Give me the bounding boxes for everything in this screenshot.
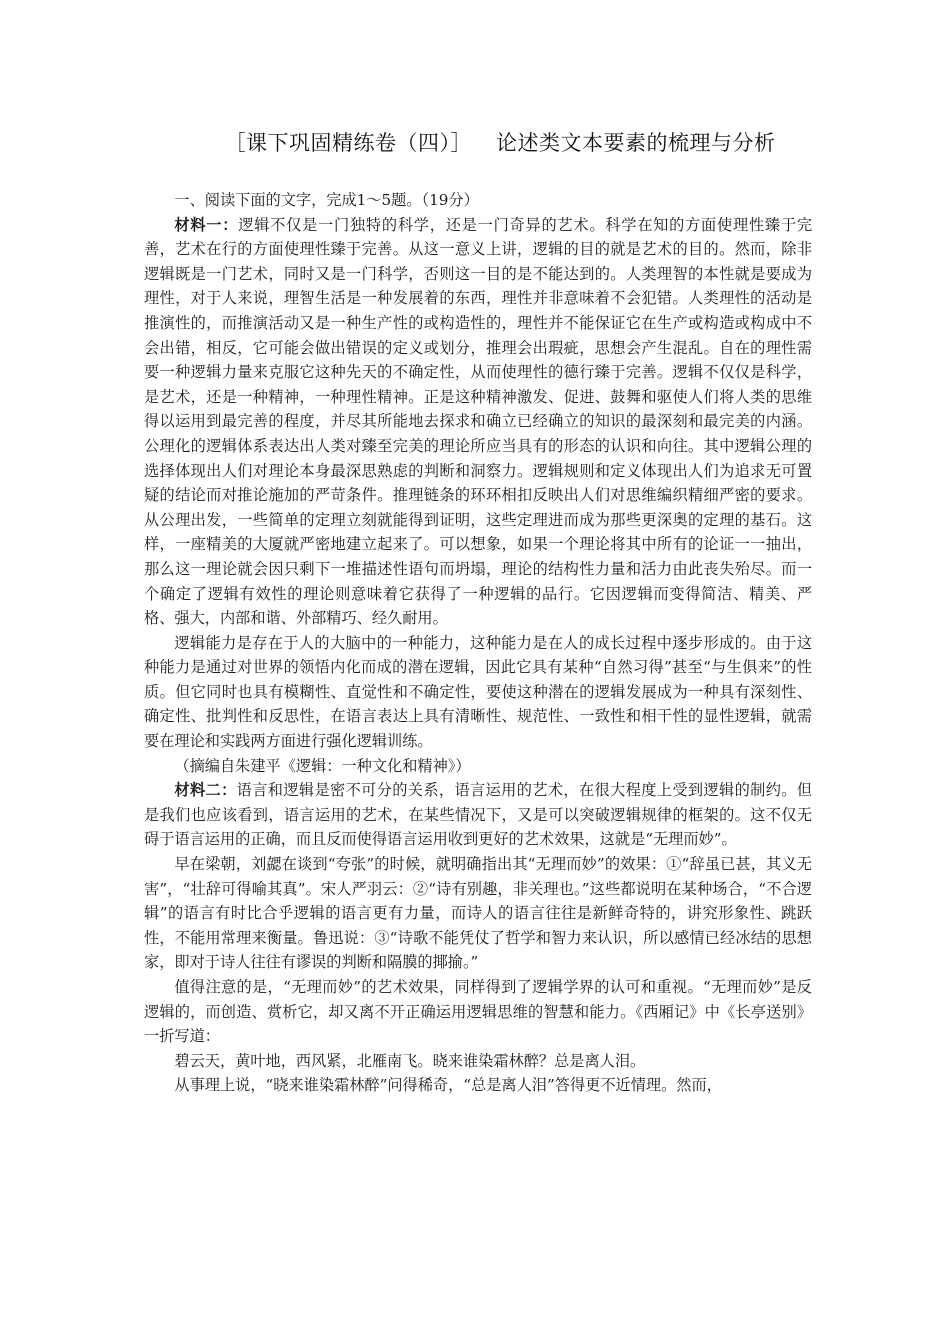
section-heading: 一、阅读下面的文字，完成1～5题。（19分） (174, 191, 479, 209)
page-title (188, 128, 812, 158)
material1-label: 材料一： (174, 215, 239, 234)
title-series: ［课下巩固精练卷（四）］ (224, 131, 472, 155)
material2-paragraph-3: 值得注意的是，“无理而妙”的艺术效果，同样得到了逻辑学界的认可和重视。“无理而妙”是反逻辑的，而创造、赏析它，却又离不开正确运用逻辑思维的智慧和能力。《西厢记》中《长亭送别》一折写道： (144, 978, 812, 1046)
material2-label: 材料二： (174, 781, 237, 800)
material1-text-1: 逻辑不仅是一门独特的科学，还是一门奇异的艺术。科学在知的方面使理性臻于完善，艺术在行的方面使理性臻于完善。从这一意义上讲，逻辑的目的就是艺术的目的。然而，除非逻辑既是一门艺术，同时又是一门科学，否则这一目的是不能达到的。人类理智的本性就是要成为理性，对于人来说，理智生活是一种发展着的东西，理性并非意味着不会犯错。人类理性的活动是推演性的，而推演活动又是一种生产性的或构造性的，理性并不能保证它在生产或构造或构成中不会出错，相反，它可能会做出错误的定义或划分，推理会出瑕疵，思想会产生混乱。自在的理性需要一种逻辑力量来克服它这种先天的不确定性，从而使理性的德行臻于完善。逻辑不仅仅是科学，是艺术，还是一种精神，一种理性精神。正是这种精神激发、促进、鼓舞和驱使人们将人类的思维得以运用到最完善的程度，并尽其所能地去探求和确立已经确立的知识的最深刻和最完美的内涵。公理化的逻辑体系表达出人类对臻至完美的理论所应当具有的形态的认识和向往。其中逻辑公理的选择体现出人们对理论本身最深思熟虑的判断和洞察力。逻辑规则和定义体现出人们为追求无可置疑的结论而对推论施加的严苛条件。推理链条的环环相扣反映出人们对思维编织精细严密的要求。从公理出发，一些简单的定理立刻就能得到证明，这些定理进而成为那些更深奥的定理的基石。这样，一座精美的大厦就严密地建立起来了。可以想象，如果一个理论将其中所有的论证一一抽出，那么这一理论就会因只剩下一堆描述性语句而坍塌，理论的结构性力量和活力由此丧失殆尽。而一个确定了逻辑有效性的理论则意味着它获得了一种逻辑的品行。它因逻辑而变得简洁、精美、严格、强大，内部和谐、外部精巧、经久耐用。 (144, 215, 813, 628)
material1-source: （摘编自朱建平《逻辑：一种文化和精神》） (174, 756, 471, 775)
material2-text-1: 语言和逻辑是密不可分的关系，语言运用的艺术，在很大程度上受到逻辑的制约。但是我们也应该看到，语言运用的艺术，在某些情况下，又是可以突破逻辑规律的框架的。这不仅无碍于语言运用的正确，而且反而使得语言运用收到更好的艺术效果，这就是“无理而妙”。 (144, 781, 813, 849)
material2-paragraph-5: 从事理上说，“晓来谁染霜林醉”问得稀奇，“总是离人泪”答得更不近情理。然而， (174, 1076, 722, 1095)
title-topic: 论述类文本要素的梳理与分析 (496, 131, 776, 155)
document-page (144, 128, 812, 1098)
material2-paragraph-1 (144, 778, 812, 852)
material2-quote: 碧云天，黄叶地，西风紧，北雁南飞。晓来谁染霜林醉？总是离人泪。 (174, 1051, 646, 1070)
material1-paragraph-2: 逻辑能力是存在于人的大脑中的一种能力，这种能力是在人的成长过程中逐步形成的。由于这种能力是通过对世界的领悟内化而成的潜在逻辑，因此它具有某种“自然习得”甚至“与生俱来”的性质。但它同时也具有模糊性、直觉性和不确定性，要使这种潜在的逻辑发展成为一种具有深刻性、确定性、批判性和反思性，在语言表达上具有清晰性、规范性、一致性和相干性的显性逻辑，就需要在理论和实践两方面进行强化逻辑训练。 (144, 633, 812, 751)
material1-paragraph-1 (144, 213, 812, 631)
material2-paragraph-2: 早在梁朝，刘勰在谈到“夸张”的时候，就明确指出其“无理而妙”的效果：①“辞虽已甚，其义无害”，“壮辞可得喻其真”。宋人严羽云：②“诗有别趣，非关理也。”这些都说明在某种场合，“不合逻辑”的语言有时比合乎逻辑的语言更有力量，而诗人的语言往往是新鲜奇特的，讲究形象性、跳跃性，不能用常理来衡量。鲁迅说：③“诗歌不能凭仗了哲学和智力来认识，所以感情已经冰结的思想家，即对于诗人往往有谬误的判断和隔膜的揶揄。” (144, 855, 812, 972)
